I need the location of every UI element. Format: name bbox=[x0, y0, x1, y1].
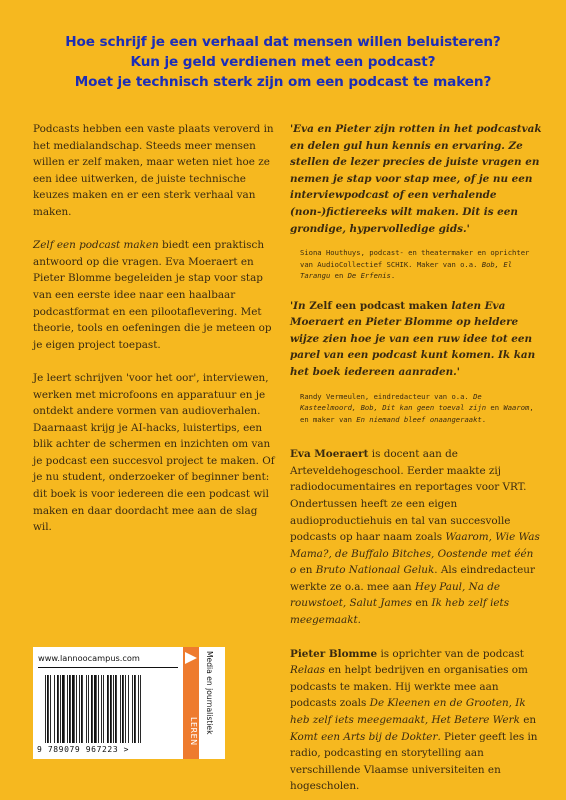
bio-pieter-titles-3: Komt een Arts bij de Dokter bbox=[290, 730, 438, 743]
endorsement-quote-1: 'Eva en Pieter zijn rotten in het podcastvak en delen gul hun kennis en ervaring. Ze stellen de lezer precies de juiste vragen en nemen je stap voor stap mee, of je nu een interviewpodcast of een verhalende (non-)fictiereeks wilt maken. Dit is een grondige, hypervolledige gids.' bbox=[290, 123, 542, 235]
credit-2-title-2: Waarom bbox=[503, 403, 530, 413]
bio-pieter-text-1: is oprichter van de podcast bbox=[377, 647, 524, 660]
isbn-barcode bbox=[45, 675, 173, 743]
credit-2-and: en bbox=[486, 403, 504, 413]
author-name-pieter: Pieter Blomme bbox=[290, 647, 378, 660]
credit-1-text: Siona Houthuys, podcast- en theatermaker en oprichter van AudioCollectief SCHIK. Maker van o.a. bbox=[300, 248, 530, 269]
bio-pieter-text-2: en helpt bedrijven en organisaties om podcasts te maken. Hij werkte mee aan podcasts zoals bbox=[290, 664, 528, 710]
credit-1-title-2: De Erfenis bbox=[347, 271, 391, 281]
credit-1-titles: Bob, El Tarangu bbox=[300, 259, 513, 281]
blurb-paragraph-3: Je leert schrijven 'voor het oor', interviewen, werken met microfoons en apparatuur en je ontdekt andere vormen van audioverhalen. Daarnaast krijg je AI-hacks, luistertips, een blik achter de schermen en inzichten om van je podcast een succesvol project te maken. Of je nu student, onderzoeker of beginner bent: dit boek is voor iedereen die een podcast wil maken en daar doordacht mee aan de slag wil. bbox=[33, 371, 275, 534]
bio-pieter-text-4: . Pieter geeft les in radio, podcasting en storytelling aan verschillende Vlaamse universiteiten en hogescholen. bbox=[290, 730, 538, 793]
headline-line-1: Hoe schrijf je een verhaal dat mensen willen beluisteren? bbox=[65, 34, 501, 50]
author-name-eva: Eva Moeraert bbox=[290, 448, 369, 461]
barcode-panel bbox=[33, 647, 183, 759]
bio-pieter-text-3: en bbox=[519, 714, 537, 727]
bio-pieter-titles-1: Relaas bbox=[290, 664, 326, 677]
credit-1-and: en bbox=[330, 271, 348, 281]
bio-eva-text-2: en bbox=[296, 564, 316, 577]
headline-line-3: Moet je technisch sterk zijn om een podcast te maken? bbox=[74, 74, 492, 90]
bio-eva-titles-4: Ik heb zelf iets meegemaakt bbox=[290, 597, 510, 627]
category-label: Media en journalistiek bbox=[205, 651, 214, 735]
author-bio-pieter bbox=[290, 646, 542, 795]
credit-1-end: . bbox=[390, 271, 396, 281]
series-tab bbox=[183, 647, 225, 759]
endorsement-credit-1 bbox=[300, 247, 542, 282]
credit-2-maker: , en maker van bbox=[300, 403, 534, 424]
publisher-url: www.lannoocampus.com bbox=[38, 653, 140, 663]
endorsements-column bbox=[290, 121, 542, 795]
bio-eva-titles-1: Waarom, Wie Was Mama?, de Buffalo Bitches, Oostende met één o bbox=[290, 531, 540, 577]
book-title-inline: Zelf een podcast maken bbox=[33, 239, 159, 252]
isbn-number: 9 789079 967223 > bbox=[37, 745, 130, 754]
credit-2-title-3: En niemand bleef onaangeraakt bbox=[356, 414, 482, 424]
blurb-column bbox=[33, 121, 279, 552]
quote-2-text: laten Eva Moeraert en Pieter Blomme op heldere wijze zien hoe je van een ruw idee tot een parel van een podcast kunt komen. Ik kan het boek iedereen aanraden.' bbox=[290, 299, 536, 379]
credit-2-titles: De Kasteelmoord, Bob, Dit kan geen toeval zijn bbox=[300, 391, 487, 413]
play-marker-icon bbox=[185, 652, 197, 664]
blurb-paragraph-1: Podcasts hebben een vaste plaats veroverd in het medialandschap. Steeds meer mensen willen er zelf maken, maar weten niet hoe ze een idee uitwerken, de juiste technische keuzes maken en er een sterk verhaal van maken. bbox=[33, 123, 274, 218]
bio-eva-titles-2: Bruto Nationaal Geluk bbox=[315, 564, 435, 577]
url-divider bbox=[38, 667, 178, 668]
bio-eva-text-5: . bbox=[357, 614, 361, 627]
blurb-paragraph-2-text: biedt een praktisch antwoord op die vragen. Eva Moeraert en Pieter Blomme begeleiden je stap voor stap van een eerste idee naar een haalbaar podcastformat en een pilootaflevering. Met theorie, tools en oefeningen die je meteen op je eigen project toepast. bbox=[33, 239, 272, 351]
bio-eva-text-3: . Als eindredacteur werkte ze o.a. mee aan bbox=[290, 564, 535, 593]
series-stripe bbox=[183, 647, 199, 759]
bio-eva-titles-3: Hey Paul, Na de rouwstoet, Salut James bbox=[290, 580, 501, 610]
series-label: LEREN bbox=[189, 717, 198, 746]
endorsement-credit-2 bbox=[300, 391, 542, 426]
bio-pieter-titles-2: De Kleenen en de Grooten, Ik heb zelf iets meegemaakt, Het Betere Werk bbox=[290, 697, 526, 727]
endorsement-quote-2 bbox=[290, 298, 542, 381]
author-bio-eva bbox=[290, 446, 542, 629]
credit-2-end: . bbox=[481, 414, 487, 424]
quote-2-book-title: Zelf een podcast maken bbox=[309, 299, 448, 312]
credit-2-text: Randy Vermeulen, eindredacteur van o.a. bbox=[300, 391, 474, 401]
bio-eva-text-4: en bbox=[412, 597, 432, 610]
headline-line-2: Kun je geld verdienen met een podcast? bbox=[130, 54, 436, 70]
back-cover-headline bbox=[0, 32, 566, 92]
quote-2-open: 'In bbox=[290, 299, 310, 312]
bio-eva-text-1: is docent aan de Arteveldehogeschool. Eerder maakte zij radiodocumentaires en reportages voor VRT. Ondertussen heeft ze een eigen audioproductiehuis en tal van succesvolle podcasts op haar naam zoals bbox=[290, 448, 527, 544]
blurb-paragraph-2 bbox=[33, 237, 279, 353]
